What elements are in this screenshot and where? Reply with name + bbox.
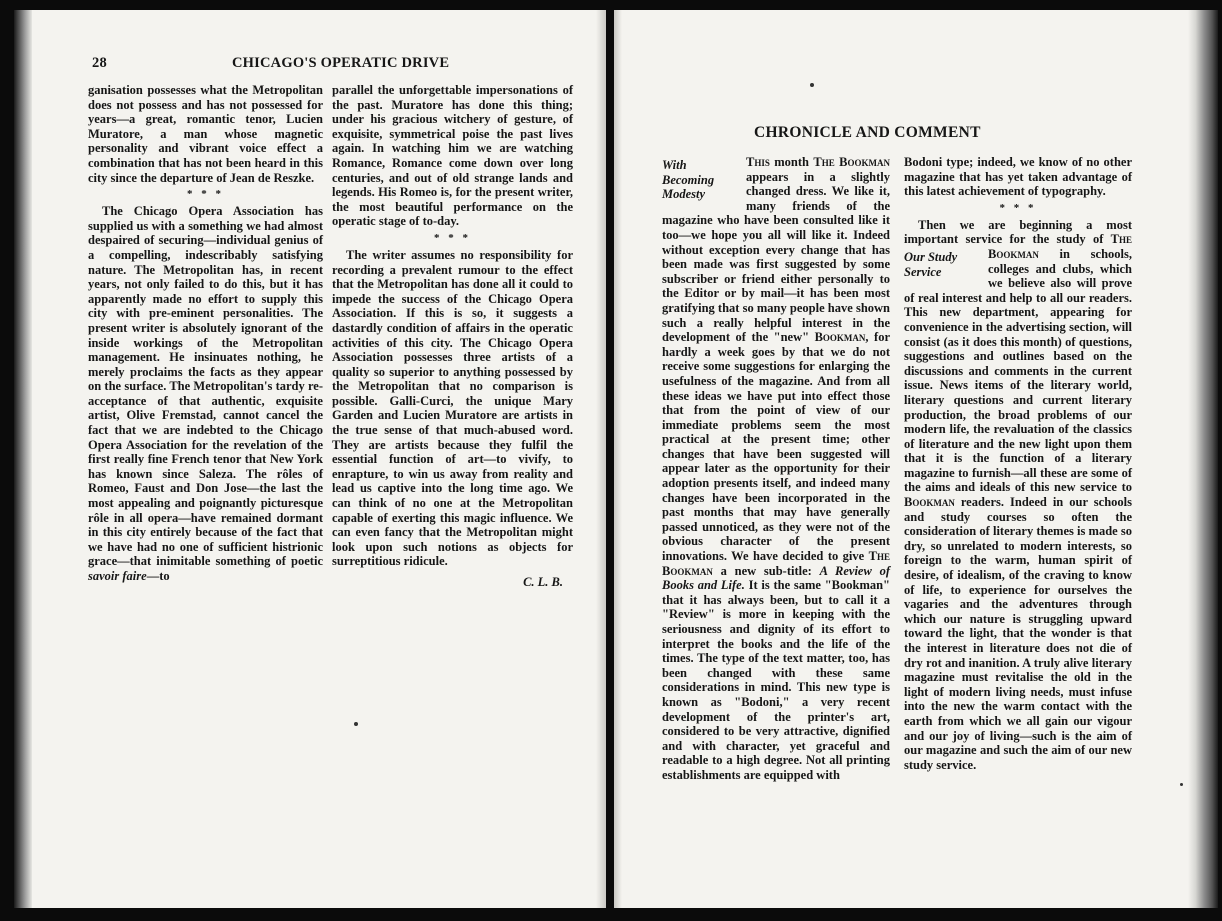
small-caps-text: The Bookman <box>988 232 1132 261</box>
paragraph-text: a new sub-title: <box>712 563 820 578</box>
small-caps-text: Bookman <box>814 330 866 345</box>
section-separator: * * * <box>999 201 1037 214</box>
paragraph-text: It is the same "Bookman" that it has always been, but to call it a "Review" is more in keeping with the seriousness and dignity of its effort to interpret the books and the life of the times. The type of the text matter, too, has been changed with these same considerations in mind. This new type is known as "Bodoni," a very recent development of the printer's art, considered to be very attractive, dignified and with character, yet graceful and readable to a high degree. Not all printing establishments are equipped with <box>662 578 890 782</box>
side-heading: With Becoming Modesty <box>662 158 715 202</box>
ink-speck <box>354 722 358 726</box>
paragraph: parallel the unforgettable impersonations of the past. Muratore has done this thing; under his gracious witchery of gesture, of exquisite, symmetrical poise the past lives again. In watching him we are watching Romance, Romance come down over long centuries, and out of old strange lands and legends. His Romeo is, for the present writer, the most beautiful performance on the operatic stage of to-day. <box>332 83 573 229</box>
right-page-edge <box>1188 10 1218 908</box>
paragraph: ganisation possesses what the Metropolitan does not possess and has not possessed for years—a great, romantic tenor, Lucien Muratore, a man whose magnetic personality and vibrant voice effect a combination that has not been heard in this city since the departure of Jean de Reszke. <box>88 83 323 185</box>
running-head-title: CHICAGO'S OPERATIC DRIVE <box>232 55 450 71</box>
paragraph-text-end: —to <box>146 569 170 583</box>
paragraph-text: appears in a slightly changed dress. We like it, many friends of the magazine who have been consulted like it too—we hope you all will like it. Indeed without exception every change that has been made was first suggested by some subscriber or friend either personally to the Editor or by mail—it has been most gratifying that so many people have shown such a really helpful interest in the development of the "new" <box>662 169 890 345</box>
section-title: CHRONICLE AND COMMENT <box>754 124 981 141</box>
paragraph-text: , for hardly a week goes by that we do not receive some suggestions for enlarging the usefulness of the magazine. And from all these ideas we have put into effect those that from the point of view of our immediate problems seem the most practical at the present time; other changes that have been suggested will appear later as the opportunity for their adoption presents itself, and indeed many changes have been incorporated in the past months that may have generally passed unnoticed, as they were not of the obvious character of the present innovations. We have decided to give <box>662 330 890 564</box>
paragraph-text: in schools, colleges and clubs, which we believe also will prove of real interest and help to all our readers. This new department, appearing for convenience in the advertising section, will consist (as it does this month) of questions, suggestions and outlines based on the discussions and comments in the current issue. News items of the literary world, literary questions and current literary production, the broad problems of our modern life, the revaluation of the classics of literature and the new light upon them that it is the function of a literary magazine to furnish—all these are some of the aims and ideals of this new service to <box>904 246 1132 495</box>
page-number: 28 <box>92 55 107 71</box>
italic-phrase: A Review of Books and Life. <box>662 563 890 593</box>
gutter-shadow-left <box>596 10 606 908</box>
ink-speck <box>1180 783 1183 786</box>
right-column-1 <box>662 155 890 783</box>
paragraph-text: The Chicago Opera Association has supplied us with a something we had almost despaired of securing—individual genius of a compelling, indescribably satisfying nature. The Metropolitan has, in recent years, not only failed to do this, but it has apparently made no effort to supply this city with pre-eminent personalities. The present writer is absolutely ignorant of the inside workings of the Metropolitan management. He insinuates nothing, he merely proclaims the facts as they appear on the surface. The Metropolitan's tardy re-acceptance of that authentic, exquisite artist, Olive Fremstad, cannot cancel the fact that we are indebted to the Chicago Opera Association for the revelation of the first really fine French tenor that New York has known since Saleza. The rôles of Romeo, Faust and Don Jose—the last the most appealing and poignantly picturesque rôle in all opera—have remained dormant in this city entirely because of the fact that we have had no one of sufficient histrionic grace—that inimitable something of poetic <box>88 204 323 569</box>
section-separator: * * * <box>434 231 471 244</box>
gutter-shadow-right <box>614 10 622 908</box>
left-page-edge <box>14 10 32 908</box>
paragraph: The writer assumes no responsibility for recording a prevalent rumour to the effect that the Metropolitan has done all it could to impede the success of the Chicago Opera Association. If this is so, it suggests a dastardly condition of affairs in the operatic activities of this city. The Chicago Opera Association possesses three artists of a quality so superior to anything possessed by the Metropolitan that no comparison is possible. Galli-Curci, the unique Mary Garden and Lucien Muratore are artists in the true sense of that much-abused word. They are artists because they fulfil the essential function of art—to vivify, to enrapture, to win us away from reality and lead us captive into the long time ago. We can think of no one at the Metropolitan capable of exerting this magic influence. We can even fancy that the Metropolitan might look upon such notions as objects for surreptitious ridicule. <box>332 247 573 569</box>
paragraph-text: readers. Indeed in our schools and study courses so often the consideration of literary themes is made so dry, so unrelated to modern interests, so foreign to the warm, human spirit of desire, of idealism, of the craving to know of life, to experience for ourselves the vagaries and the adventures through which our nature is struggling upward toward the light, that the wonder is that the interest in literature does not die of dry rot and inanition. A truly alive literary magazine must revitalise the old in the light of modern living needs, must infuse into the new the warm contact with the earth from which we all gain our vigour and our joy of living—such is the aim of our magazine and such the aim of our new study service. <box>904 495 1132 772</box>
paragraph-text: Then we are beginning a most important service for the study of <box>904 217 1132 247</box>
paragraph-text: month <box>769 155 814 169</box>
left-column-2 <box>332 83 573 590</box>
left-column-1 <box>88 83 323 584</box>
ink-speck <box>810 83 814 87</box>
author-signature: C. L. B. <box>523 575 563 589</box>
small-caps-text: The Bookman <box>813 155 890 169</box>
small-caps-text: The Bookman <box>662 549 890 578</box>
small-caps-text: This <box>746 155 770 169</box>
italic-phrase: savoir faire <box>88 569 147 583</box>
paragraph <box>662 155 890 783</box>
right-page <box>614 10 1218 908</box>
side-heading: Our Study Service <box>904 249 958 279</box>
left-page <box>14 10 606 908</box>
section-separator: * * * <box>187 188 224 201</box>
paragraph <box>88 204 323 583</box>
paragraph: Bodoni type; indeed, we know of no other magazine that has yet taken advantage of this latest achievement of typography. <box>904 155 1132 199</box>
right-column-2 <box>904 155 1132 772</box>
small-caps-text: Bookman <box>904 495 955 510</box>
paragraph <box>904 218 1132 773</box>
